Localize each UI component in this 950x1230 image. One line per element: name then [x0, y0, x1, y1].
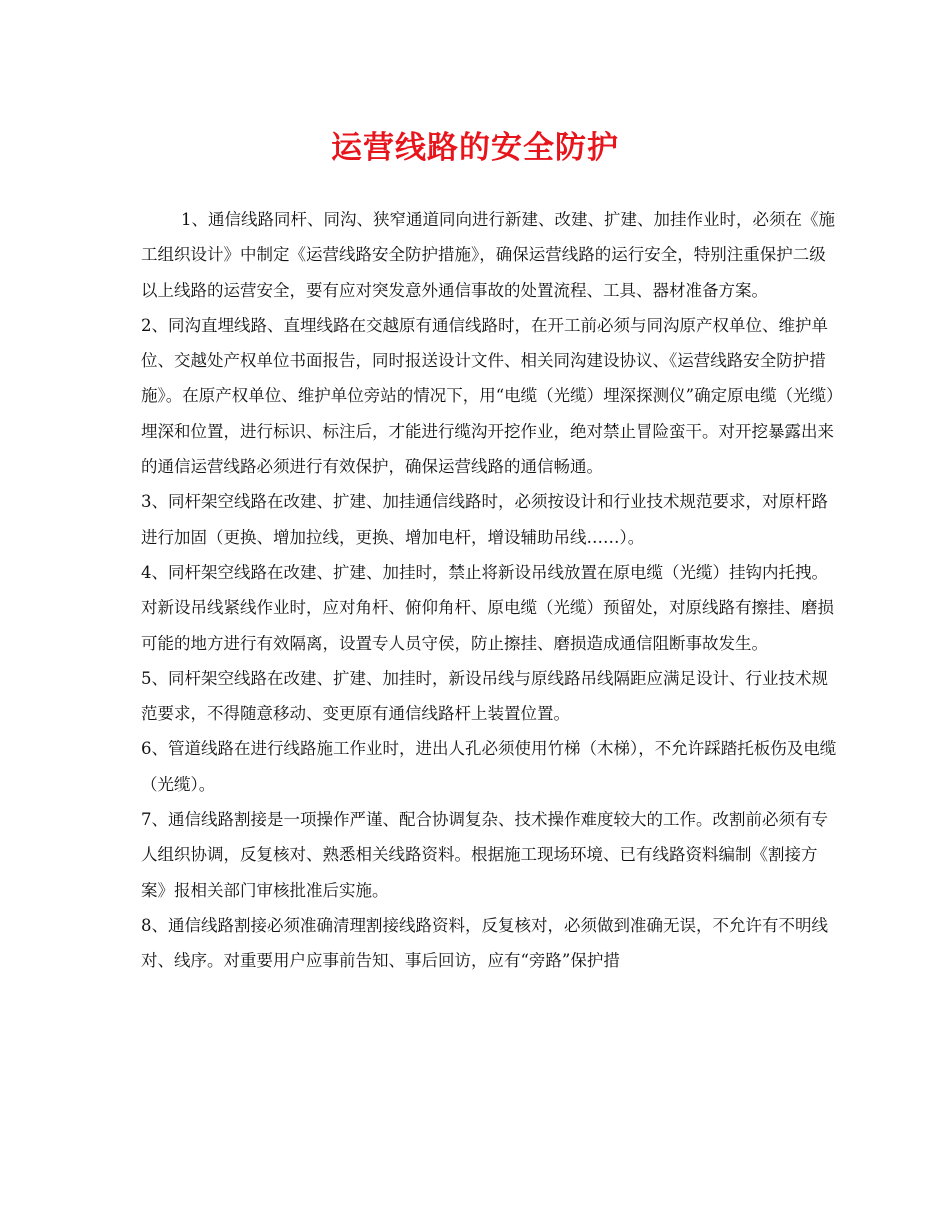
paragraph-8: 8、通信线路割接必须准确清理割接线路资料，反复核对，必须做到准确无误，不允许有不明线对、线序。对重要用户应事前告知、事后回访，应有“旁路”保护措	[141, 915, 828, 971]
paragraph-6: 6、管道线路在进行线路施工作业时，进出人孔必须使用竹梯（木梯），不允许踩踏托板伤及电缆（光缆）。	[141, 739, 837, 794]
paragraph-7: 7、通信线路割接是一项操作严谨、配合协调复杂、技术操作难度较大的工作。改割前必须有专人组织协调，反复核对、熟悉相关线路资料。根据施工现场环境、已有线路资料编制《割接方案》报相关部门审核批准后实施。	[141, 810, 828, 900]
document-title: 运营线路的安全防护	[331, 130, 619, 166]
paragraph-5: 5、同杆架空线路在改建、扩建、加挂时，新设吊线与原线路吊线隔距应满足设计、行业技术规范要求，不得随意移动、变更原有通信线路杆上装置位置。	[141, 668, 828, 724]
paragraph-1: 1、通信线路同杆、同沟、狭窄通道同向进行新建、改建、扩建、加挂作业时，必须在《施工组织设计》中制定《运营线路安全防护措施》，确保运营线路的运行安全，特别注重保护二级以上线路的运营安全，要有应对突发意外通信事故的处置流程、工具、器材准备方案。	[141, 210, 835, 300]
document-body	[141, 202, 841, 979]
paragraph-4: 4、同杆架空线路在改建、扩建、加挂时，禁止将新设吊线放置在原电缆（光缆）挂钩内托拽。对新设吊线紧线作业时，应对角杆、俯仰角杆、原电缆（光缆）预留处，对原线路有擦挂、磨损可能的地方进行有效隔离，设置专人员守侯，防止擦挂、磨损造成通信阻断事故发生。	[141, 562, 834, 653]
paragraph-3: 3、同杆架空线路在改建、扩建、加挂通信线路时，必须按设计和行业技术规范要求，对原杆路进行加固（更换、增加拉线，更换、增加电杆，增设辅助吊线……）。	[141, 492, 828, 547]
paragraph-2: 2、同沟直埋线路、直埋线路在交越原有通信线路时，在开工前必须与同沟原产权单位、维护单位、交越处产权单位书面报告，同时报送设计文件、相关同沟建设协议、《运营线路安全防护措施》。在原产权单位、维护单位旁站的情况下，用“电缆（光缆）埋深探测仪”确定原电缆（光缆）埋深和位置，进行标识、标注后，才能进行缆沟开挖作业，绝对禁止冒险蛮干。对开挖暴露出来的通信运营线路必须进行有效保护，确保运营线路的通信畅通。	[141, 315, 835, 477]
